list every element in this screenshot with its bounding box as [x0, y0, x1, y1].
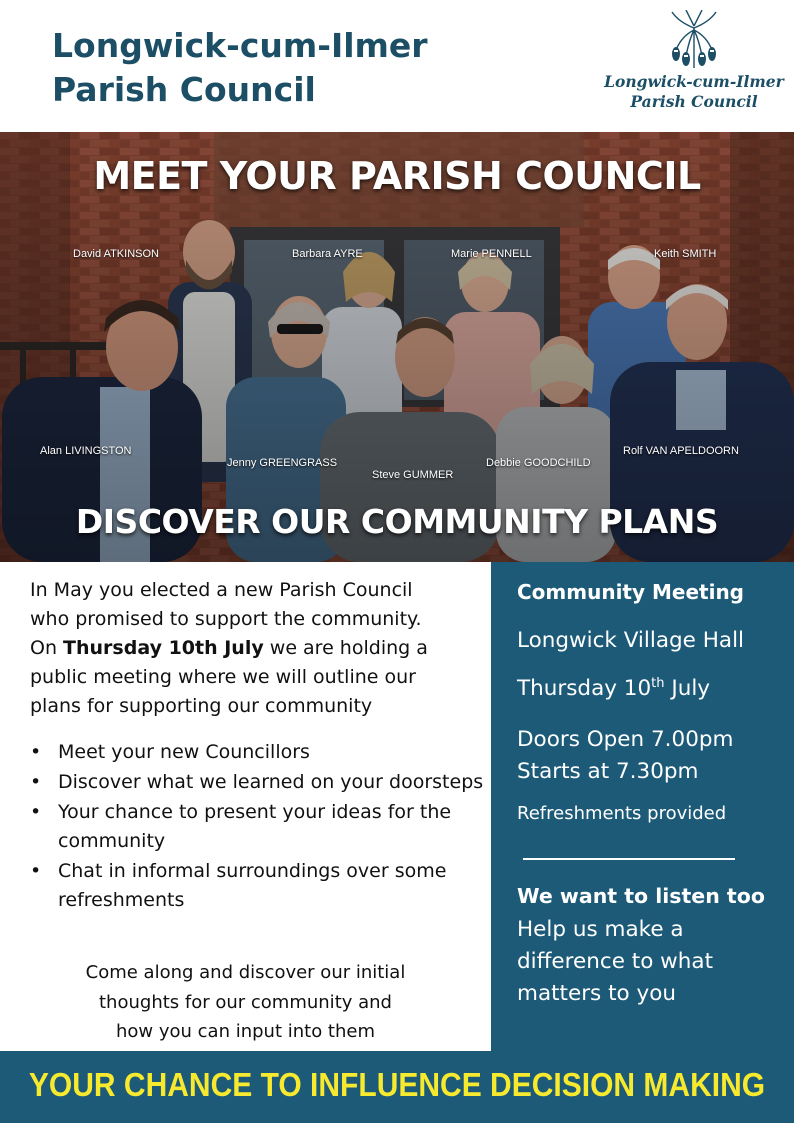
list-item-text: Meet your new Councillors: [58, 741, 310, 763]
logo-text-line2: Parish Council: [630, 92, 758, 111]
listen-line: difference to what: [517, 949, 713, 974]
list-item-text: Chat in informal surroundings over some refreshments: [58, 860, 447, 911]
meeting-title: Community Meeting: [517, 580, 744, 604]
logo-text: [604, 72, 784, 112]
bullet-icon: •: [30, 771, 42, 793]
listen-line: Help us make a: [517, 917, 684, 942]
intro-text: we are holding a: [263, 637, 428, 659]
list-item: [30, 857, 485, 915]
parish-logo: [604, 10, 784, 120]
councillor-name-label: Keith SMITH: [654, 248, 717, 260]
fritillary-flower-icon: [662, 10, 726, 70]
divider: [523, 858, 735, 860]
councillor-name-label: Rolf VAN APELDOORN: [623, 445, 739, 457]
closing-line: how you can input into them: [115, 1021, 375, 1042]
councillor-name-label: Alan LIVINGSTON: [40, 445, 132, 457]
meeting-date: [517, 676, 710, 701]
refreshments-note: Refreshments provided: [517, 803, 727, 824]
meeting-details-panel: [491, 562, 794, 1051]
start-time: Starts at 7.30pm: [517, 759, 699, 784]
intro-line: who promised to support the community.: [30, 608, 422, 630]
header-title-line1: Longwick-cum-Ilmer: [52, 26, 428, 65]
intro-text: On: [30, 637, 64, 659]
footer-banner: [0, 1051, 794, 1123]
bullet-icon: •: [30, 741, 42, 763]
logo-text-line1: Longwick-cum-Ilmer: [604, 72, 784, 91]
listen-heading: We want to listen too: [517, 884, 765, 908]
header-title: [52, 24, 428, 112]
list-item: [30, 768, 485, 797]
list-item-text: Your chance to present your ideas for the community: [58, 801, 452, 852]
photo-heading-top: MEET YOUR PARISH COUNCIL: [93, 154, 701, 198]
councillor-name-label: Steve GUMMER: [372, 469, 454, 481]
intro-line: [30, 634, 480, 663]
footer-slogan: YOUR CHANCE TO INFLUENCE DECISION MAKING: [28, 1066, 766, 1104]
closing-line: Come along and discover our initial: [85, 962, 406, 983]
meeting-date-highlight: Thursday 10th July: [63, 637, 264, 659]
intro-section: [0, 562, 491, 1051]
councillor-name-label: Barbara AYRE: [292, 248, 363, 260]
meeting-date-month: July: [664, 676, 711, 701]
councillor-name-label: Marie PENNELL: [451, 248, 532, 260]
list-item: [30, 738, 485, 767]
intro-line: plans for supporting our community: [30, 695, 373, 717]
bullet-icon: •: [30, 860, 42, 882]
list-item: [30, 798, 485, 856]
meeting-venue: Longwick Village Hall: [517, 628, 745, 653]
meeting-date-ordinal: th: [651, 676, 665, 691]
list-item-text: Discover what we learned on your doorsteps: [58, 771, 484, 793]
closing-paragraph: [0, 958, 491, 1047]
header-title-line2: Parish Council: [52, 70, 316, 109]
meeting-times: [517, 724, 733, 788]
photo-heading-bottom: DISCOVER OUR COMMUNITY PLANS: [75, 502, 719, 541]
councillor-name-label: David ATKINSON: [73, 248, 159, 260]
header: [0, 0, 794, 132]
highlights-list: [30, 738, 485, 916]
councillor-name-label: Jenny GREENGRASS: [227, 457, 338, 469]
doors-open-time: Doors Open 7.00pm: [517, 727, 734, 752]
listen-text: [517, 914, 713, 1010]
councillors-photo: [0, 132, 794, 562]
meeting-date-text: Thursday 10: [517, 676, 652, 701]
intro-paragraph: [30, 576, 480, 721]
intro-line: public meeting where we will outline our: [30, 666, 416, 688]
intro-line: In May you elected a new Parish Council: [30, 579, 413, 601]
closing-line: thoughts for our community and: [99, 991, 392, 1013]
bullet-icon: •: [30, 801, 42, 823]
listen-line: matters to you: [517, 981, 677, 1006]
councillor-name-label: Debbie GOODCHILD: [486, 457, 591, 469]
